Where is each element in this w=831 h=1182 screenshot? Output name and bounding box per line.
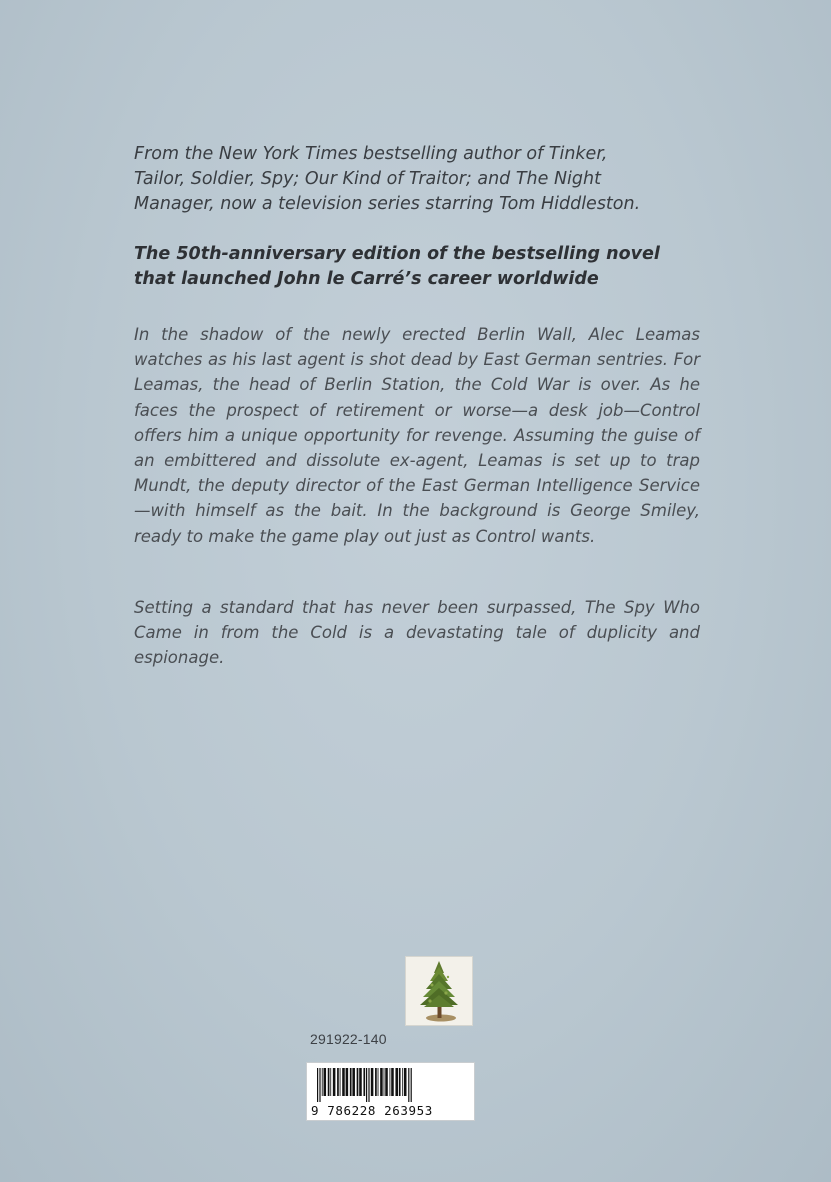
barcode-bar: [317, 1068, 318, 1102]
barcode-bar: [399, 1068, 401, 1096]
barcode-bar: [359, 1068, 362, 1096]
blurb-line-1: From the New York Times bestselling author of Tinker,: [134, 144, 608, 164]
plot-synopsis: In the shadow of the newly erected Berlin Wall, Alec Leamas watches as his last agent is shot dead by East German sentries. For Leamas, the head of Berlin Station, the Cold War is over. As he faces the prospect of retirement or worse—a desk job—Control offers him a unique opportunity for revenge. Assuming the guise of an embittered and dissolute ex-agent, Leamas is set up to trap Mundt, the deputy director of the East German Intelligence Service—with himself as the bait. In the background is George Smiley, ready to make the game play out just as Control wants.: [134, 325, 700, 546]
barcode-bar: [322, 1068, 323, 1096]
barcode-bar: [337, 1068, 339, 1096]
pine-tree-icon: [406, 957, 472, 1025]
anniversary-tagline: [134, 242, 700, 292]
barcode-bar: [333, 1068, 336, 1096]
barcode-bar: [346, 1068, 349, 1096]
newspaper-name: New York Times: [218, 144, 358, 164]
barcode-bar: [411, 1068, 412, 1102]
barcode-bar: [380, 1068, 383, 1096]
barcode-bar: [408, 1068, 409, 1102]
barcode-bar: [328, 1068, 330, 1096]
blurb-line-2: Tailor, Soldier, Spy; Our Kind of Traitor; and The Night: [134, 169, 601, 189]
isbn-digits: 9 786228 263953: [311, 1103, 433, 1118]
barcode-bar: [391, 1068, 394, 1096]
barcode-bar: [330, 1068, 331, 1096]
barcode-bar: [340, 1068, 341, 1096]
barcode-bar: [375, 1068, 377, 1096]
barcode-bar: [378, 1068, 379, 1096]
barcode-bar: [384, 1068, 385, 1096]
barcode-bar: [366, 1068, 367, 1102]
barcode-bar: [357, 1068, 359, 1096]
barcode-bar: [368, 1068, 369, 1102]
endorsement-blurb: [134, 142, 700, 217]
barcode-bar: [319, 1068, 320, 1102]
barcode-bar: [371, 1068, 374, 1096]
barcode-bars: [317, 1068, 465, 1102]
barcode-bar: [402, 1068, 403, 1096]
barcode-bar: [352, 1068, 355, 1096]
publisher-logo: [405, 956, 473, 1026]
closing-statement: Setting a standard that has never been surpassed, The Spy Who Came in from the Cold is a devastating tale of duplicity and espionage.: [134, 598, 700, 668]
barcode-bar: [385, 1068, 388, 1096]
barcode-bar: [363, 1068, 365, 1096]
tagline-line-1: The 50th-anniversary edition of the bestselling novel: [134, 244, 660, 264]
barcode-bar: [324, 1068, 327, 1096]
blurb-line-3: Manager, now a television series starring Tom Hiddleston.: [134, 194, 641, 214]
barcode-bar: [342, 1068, 345, 1096]
isbn-barcode: [306, 1062, 475, 1121]
barcode-bar: [350, 1068, 352, 1096]
barcode-bar: [390, 1068, 391, 1096]
barcode-bar: [395, 1068, 398, 1096]
barcode-bar: [404, 1068, 407, 1096]
tagline-line-2: that launched John le Carré’s career worldwide: [134, 269, 599, 289]
catalog-code: 291922-140: [310, 1031, 387, 1047]
